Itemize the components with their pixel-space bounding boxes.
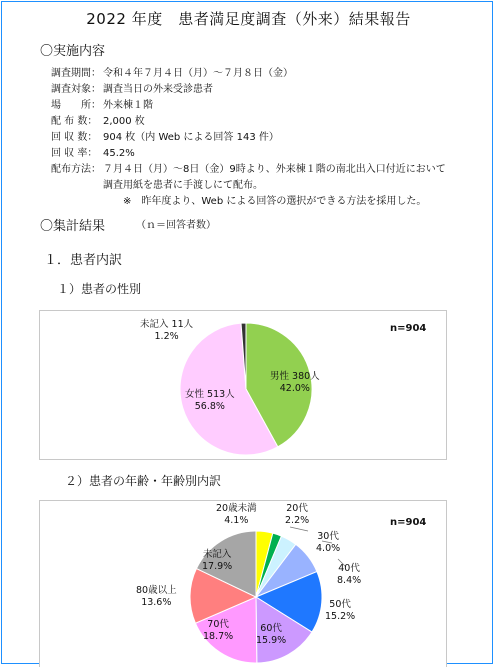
age-label-70s [203,619,233,643]
gender-male-percent: 42.0% [279,383,310,394]
age-unknown-percent: 17.9% [202,561,233,572]
detail-target-value: 調査当日の外来受診患者 [103,84,213,95]
gender-label-female [185,389,235,413]
age-20s-name: 20代 [286,503,308,514]
detail-period-key: 調査期間： [51,68,101,79]
detail-place-value: 外来棟１階 [103,100,153,111]
detail-rate-value: 45.2% [103,148,135,159]
age-50s-percent: 15.2% [325,611,356,622]
age-40s-percent: 8.4% [337,575,362,586]
gender-female-count: 513人 [207,389,235,400]
detail-collected-value: 904 枚（内 Web による回答 143 件） [103,132,279,143]
age-label-30s [316,531,340,555]
age-chart [39,500,447,667]
gender-female-percent: 56.8% [194,401,225,412]
gender-female-name: 女性 [185,389,205,400]
age-80plus-percent: 13.6% [141,597,172,608]
gender-unknown-count: 11人 [171,319,194,330]
age-u20-name: 20歳未満 [216,503,257,514]
gender-n-label: n=904 [390,323,427,334]
chart1-heading: １）患者の性別 [57,282,142,296]
age-label-40s [337,563,361,587]
age-20s-percent: 2.2% [285,515,310,526]
detail-collected-key: 回 収 数： [51,132,98,143]
age-label-80plus [136,585,177,609]
age-50s-name: 50代 [329,599,351,610]
age-label-60s [256,623,286,647]
chart2-heading: ２）患者の年齢・年齢別内訳 [65,474,222,488]
age-30s-percent: 4.0% [316,543,341,554]
age-u20-percent: 4.1% [224,515,249,526]
age-label-50s [325,599,355,623]
detail-place-key: 場 所： [51,100,101,111]
age-70s-percent: 18.7% [203,631,234,642]
age-60s-percent: 15.9% [256,635,287,646]
page-title: 2022 年度 患者満足度調査（外来）結果報告 [86,10,411,28]
detail-method-key: 配布方法： [51,164,101,175]
detail-method-cont: 調査用紙を患者に手渡しにて配布。 [103,180,263,191]
age-label-u20 [216,503,257,527]
gender-unknown-name: 未記入 [140,319,169,330]
age-n-label: n=904 [390,517,427,528]
age-60s-name: 60代 [260,623,282,634]
age-70s-name: 70代 [207,619,229,630]
age-label-20s [285,503,309,527]
section-heading-results: 〇集計結果 [40,219,106,234]
gender-label-unknown [140,319,193,343]
detail-period-value: 令和４年７月４日（月）～７月８日（金） [103,68,293,79]
gender-unknown-percent: 1.2% [154,331,179,342]
gender-male-name: 男性 [270,371,290,382]
detail-target-key: 調査対象： [51,84,101,95]
detail-distributed-key: 配 布 数： [51,116,98,127]
detail-distributed-value: 2,000 枚 [103,116,145,127]
gender-pie-svg [40,311,446,459]
gender-male-count: 380人 [292,371,320,382]
heading-patient-breakdown: １．患者内訳 [44,253,123,268]
gender-chart [39,310,447,460]
detail-method-value: ７月４日（月）～8日（金）9時より、外来棟１階の南北出入口付近において [103,164,446,175]
gender-label-male [270,371,320,395]
age-30s-name: 30代 [317,531,339,542]
note-text: ※ 昨年度より、Web による回答の選択ができる方法を採用した。 [123,196,427,207]
age-leader-line-0 [290,527,308,531]
respondent-note: （ｎ＝回答者数） [136,220,216,231]
age-40s-name: 40代 [338,563,360,574]
age-unknown-name: 未記入 [202,549,232,560]
age-80plus-name: 80歳以上 [136,585,177,596]
section-heading-overview: 〇実施内容 [40,44,106,59]
detail-rate-key: 回 収 率： [51,148,98,159]
age-label-unknown [202,549,232,573]
